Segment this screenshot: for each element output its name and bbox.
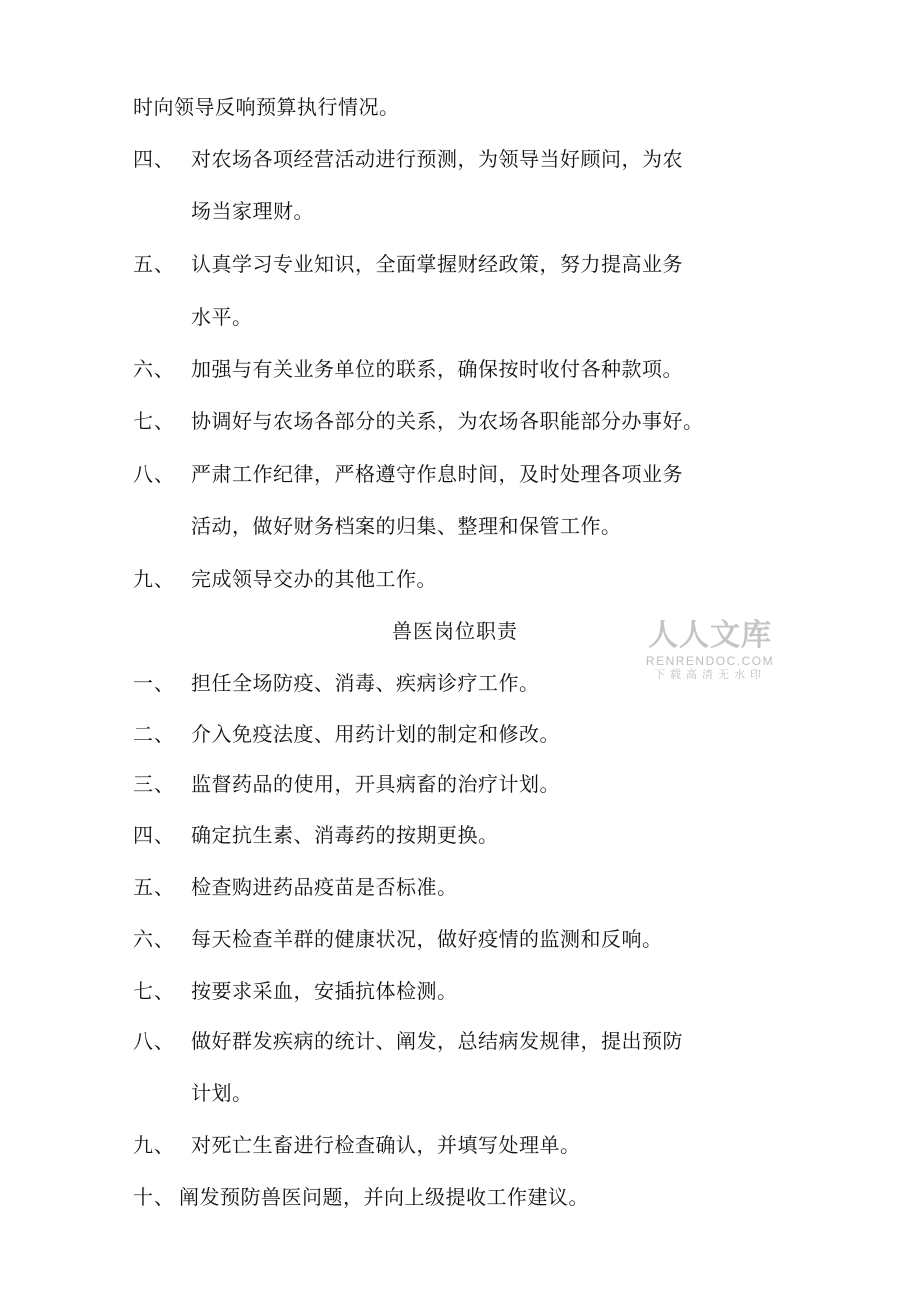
section-title: 兽医岗位职责 [392,619,518,643]
watermark-logo-text: 人人文库 [648,618,772,653]
item-text: 介入免疫法度、用药计划的制定和修改。 [191,722,560,746]
item-text: 检查购进药品疫苗是否标准。 [191,875,458,899]
watermark [640,618,780,682]
item-text: 做好群发疾病的统计、阐发，总结病发规律，提出预防 [191,1029,683,1053]
item-number: 一、 [133,671,175,695]
item-number: 九、 [133,1133,175,1157]
item-text: 阐发预防兽医问题，并向上级提收工作建议。 [179,1185,589,1209]
item-text: 对死亡生畜进行检查确认，并填写处理单。 [191,1133,581,1157]
item-text: 监督药品的使用，开具病畜的治疗计划。 [191,772,560,796]
item-number: 四、 [133,147,175,171]
item-text: 每天检查羊群的健康状况，做好疫情的监测和反响。 [191,927,663,951]
item-text: 按要求采血，安插抗体检测。 [191,979,458,1003]
item-number: 六、 [133,357,175,381]
watermark-subtitle: 下载高清无水印 [654,668,766,681]
item-number: 八、 [133,1029,175,1053]
item-text: 协调好与农场各部分的关系，为农场各职能部分办事好。 [191,409,704,433]
item-text: 严肃工作纪律，严格遵守作息时间，及时处理各项业务 [191,462,683,486]
item-text-continued: 水平。 [191,305,253,329]
item-number: 十、 [133,1185,175,1209]
item-text-continued: 场当家理财。 [191,199,314,223]
item-number: 七、 [133,979,175,1003]
item-number: 五、 [133,875,175,899]
item-number: 二、 [133,722,175,746]
item-number: 三、 [133,772,175,796]
item-text-continued: 活动，做好财务档案的归集、整理和保管工作。 [191,514,622,538]
item-number: 五、 [133,252,175,276]
item-text: 加强与有关业务单位的联系，确保按时收付各种款项。 [191,357,683,381]
item-text: 认真学习专业知识，全面掌握财经政策，努力提高业务 [191,252,683,276]
item-text: 担任全场防疫、消毒、疾病诊疗工作。 [191,671,540,695]
item-number: 七、 [133,409,175,433]
item-number: 九、 [133,567,175,591]
item-text-continued: 计划。 [191,1081,253,1105]
item-text: 确定抗生素、消毒药的按期更换。 [191,823,499,847]
item-number: 六、 [133,927,175,951]
item-number: 四、 [133,823,175,847]
item-number: 八、 [133,462,175,486]
item-text: 完成领导交办的其他工作。 [191,567,437,591]
continuation-text: 时向领导反响预算执行情况。 [133,95,400,119]
item-text: 对农场各项经营活动进行预测，为领导当好顾问，为农 [191,147,683,171]
watermark-url: RENRENDOC.COM [645,654,775,668]
